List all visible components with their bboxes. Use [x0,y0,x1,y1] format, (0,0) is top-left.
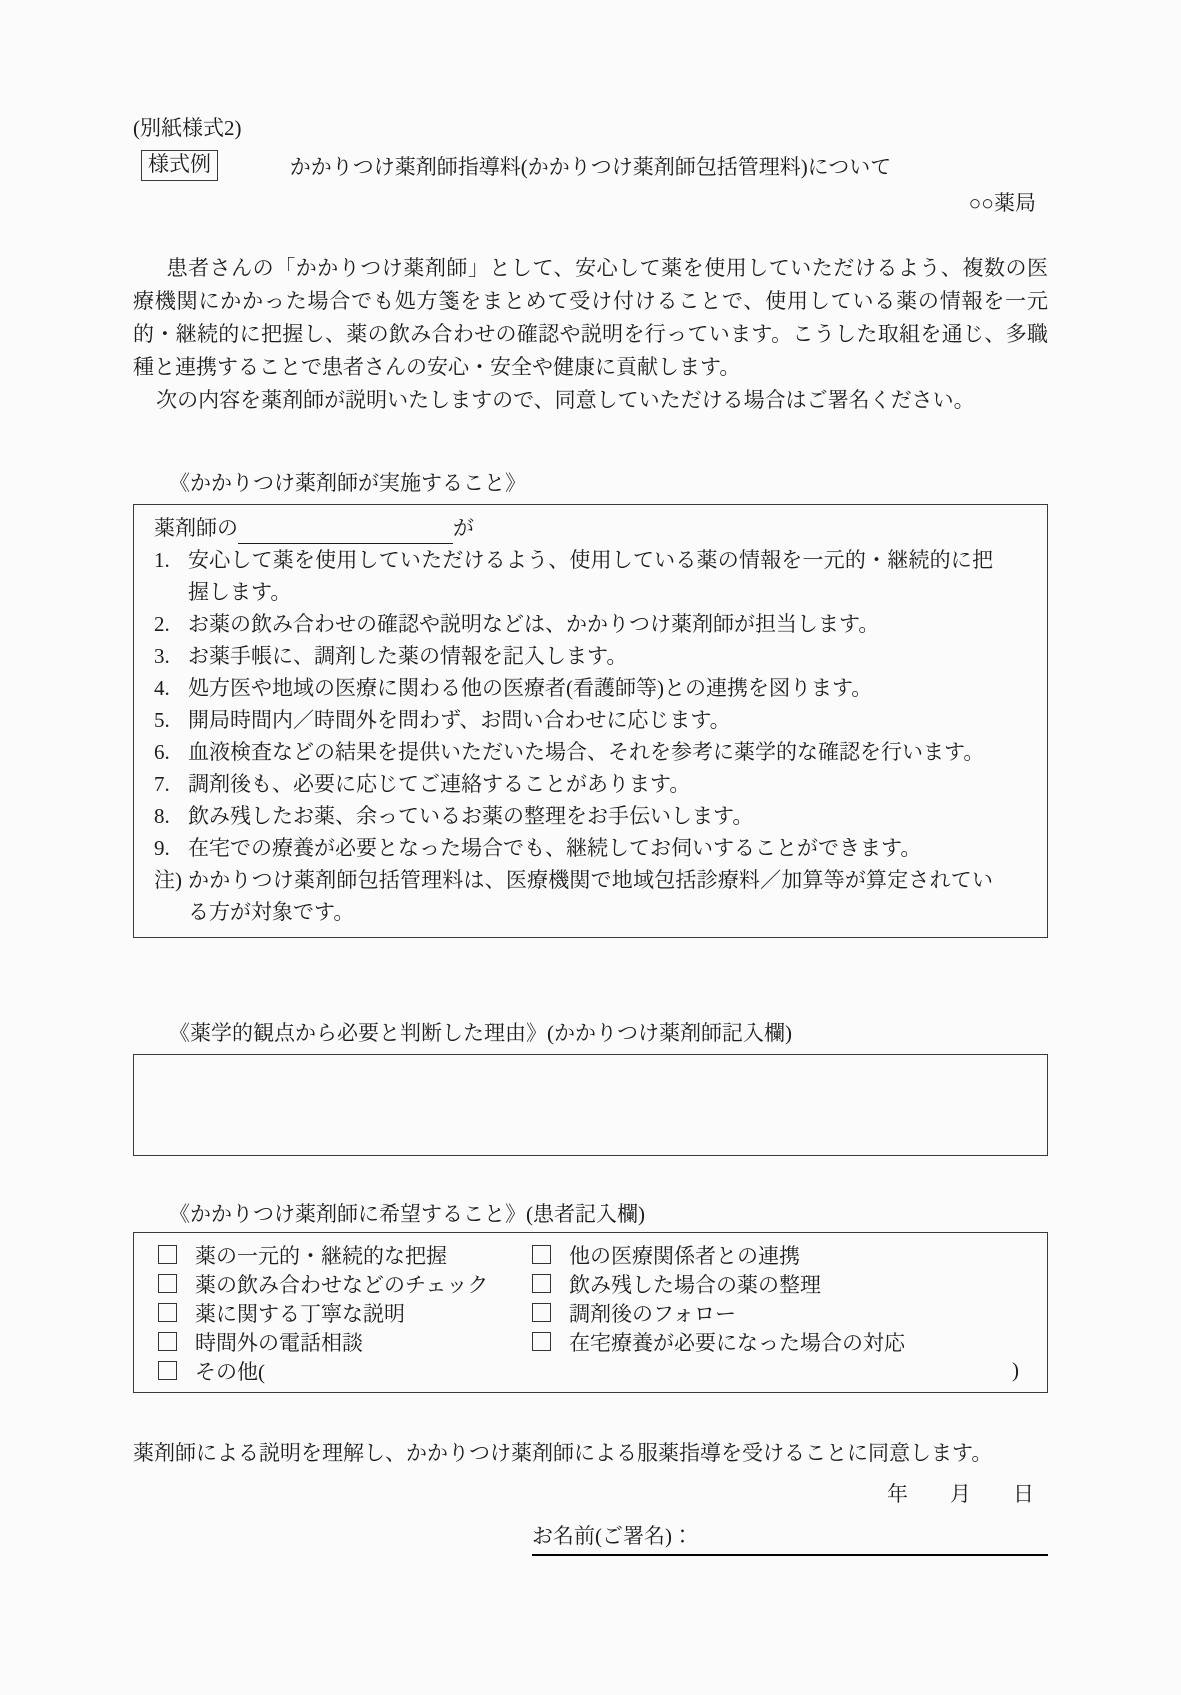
implementation-item [154,736,1037,768]
checkbox[interactable] [158,1361,177,1380]
signature-request-paragraph: 次の内容を薬剤師が説明いたしますので、同意していただける場合はご署名ください。 [156,388,975,412]
option-label: 調剤後のフォロー [569,1301,736,1326]
item-text: お薬手帳に、調剤した薬の情報を記入します。 [188,644,628,668]
option-label: 在宅療養が必要になった場合の対応 [569,1330,905,1355]
pharmacist-line-suffix: が [453,516,474,540]
consent-statement: 薬剤師による説明を理解し、かかりつけ薬剤師による服薬指導を受けることに同意します。 [133,1441,993,1465]
request-box [133,1232,1048,1393]
checkbox[interactable] [532,1303,551,1322]
request-option-row [158,1327,1033,1356]
implementation-item [154,768,1037,800]
page-title: かかりつけ薬剤師指導料(かかりつけ薬剤師包括管理料)について [289,155,892,179]
item-number: 1. [154,548,170,572]
option-cell [158,1327,532,1357]
item-text: 安心して薬を使用していただけるよう、使用している薬の情報を一元的・継続的に把握します。 [188,548,993,604]
title-row [133,151,1048,184]
option-cell [532,1240,800,1270]
request-option-row [158,1298,1033,1327]
implementation-item [154,704,1037,736]
pharmacist-name-line [154,512,1037,544]
reason-entry-box[interactable] [133,1054,1048,1156]
implementation-note [154,864,1037,928]
checkbox[interactable] [158,1245,177,1264]
implementation-item [154,672,1037,704]
option-cell [158,1240,532,1270]
implementation-item [154,832,1037,864]
implementation-item [154,544,1037,608]
implementation-item [154,800,1037,832]
option-cell [158,1298,532,1328]
attachment-form-number: (別紙様式2) [133,116,242,140]
implementation-box [133,504,1048,938]
checkbox[interactable] [158,1303,177,1322]
item-number: 4. [154,676,170,700]
other-option-close-paren: ) [1012,1358,1019,1382]
option-label: 薬の飲み合わせなどのチェック [195,1272,489,1297]
signature-row [133,1521,1048,1556]
reason-heading: 《薬学的観点から必要と判断した理由》(かかりつけ薬剤師記入欄) [169,1021,792,1045]
option-label: 時間外の電話相談 [195,1330,363,1355]
item-number: 2. [154,612,170,636]
option-label: 飲み残した場合の薬の整理 [569,1272,821,1297]
request-heading: 《かかりつけ薬剤師に希望すること》(患者記入欄) [169,1202,645,1226]
implementation-item [154,608,1037,640]
option-cell [158,1356,265,1386]
item-number: 3. [154,644,170,668]
item-number: 6. [154,740,170,764]
item-text: 在宅での療養が必要となった場合でも、継続してお伺いすることができます。 [188,836,922,860]
option-cell [532,1327,905,1357]
item-text: 処方医や地域の医療に関わる他の医療者(看護師等)との連携を図ります。 [188,676,873,700]
option-label: 他の医療関係者との連携 [569,1243,800,1268]
date-fill-line[interactable]: 年 月 日 [887,1482,1034,1506]
option-cell [532,1298,736,1328]
pharmacist-line-prefix: 薬剤師の [154,516,238,540]
request-option-row [158,1269,1033,1298]
note-marker: 注) [154,868,182,892]
item-text: 飲み残したお薬、余っているお薬の整理をお手伝いします。 [188,804,754,828]
implementation-item [154,640,1037,672]
implementation-heading: 《かかりつけ薬剤師が実施すること》 [169,471,526,495]
signature-label: お名前(ご署名)： [532,1524,693,1548]
other-option-label: その他( [195,1359,265,1384]
checkbox[interactable] [158,1274,177,1293]
note-text: かかりつけ薬剤師包括管理料は、医療機関で地域包括診療料／加算等が算定されている方が対象です。 [188,868,993,924]
item-number: 8. [154,804,170,828]
item-text: 開局時間内／時間外を問わず、お問い合わせに応じます。 [188,708,731,732]
option-label: 薬の一元的・継続的な把握 [195,1243,447,1268]
request-option-row [158,1240,1033,1269]
checkbox[interactable] [532,1245,551,1264]
item-number: 7. [154,772,170,796]
option-cell [158,1269,532,1299]
item-text: お薬の飲み合わせの確認や説明などは、かかりつけ薬剤師が担当します。 [188,612,880,636]
option-cell [532,1269,821,1299]
signature-line[interactable] [532,1521,1048,1556]
pharmacy-name: ○○薬局 [968,191,1036,215]
item-number: 9. [154,836,170,860]
form-example-label: 様式例 [141,150,218,181]
checkbox[interactable] [158,1332,177,1351]
item-text: 調剤後も、必要に応じてご連絡することがあります。 [188,772,691,796]
item-number: 5. [154,708,170,732]
checkbox[interactable] [532,1274,551,1293]
request-other-row [158,1356,1033,1385]
pharmacist-name-blank[interactable] [238,519,453,544]
option-label: 薬に関する丁寧な説明 [195,1301,405,1326]
checkbox[interactable] [532,1332,551,1351]
intro-paragraph: 患者さんの「かかりつけ薬剤師」として、安心して薬を使用していただけるよう、複数の医療機関にかかった場合でも処方箋をまとめて受け付けることで、使用している薬の情報を一元的・継続的に把握し、薬の飲み合わせの確認や説明を行っています。こうした取組を通じ、多職種と連携することで患者さんの安心・安全や健康に貢献します。 [133,256,1048,379]
item-text: 血液検査などの結果を提供いただいた場合、それを参考に薬学的な確認を行います。 [188,740,985,764]
